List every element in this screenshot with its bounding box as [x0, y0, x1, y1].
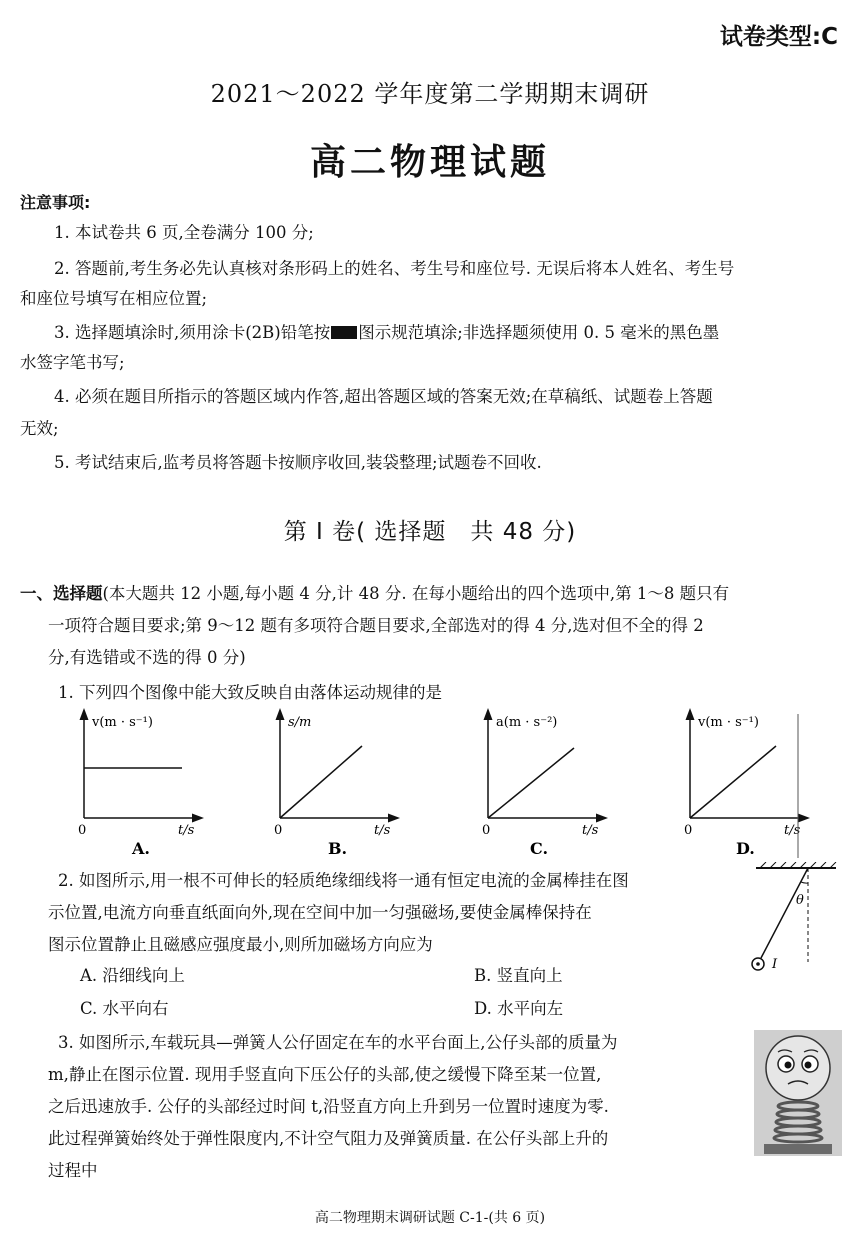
notice-item-1: 1. 本试卷共 6 页,全卷满分 100 分;	[54, 223, 314, 242]
q2-line-1: 2. 如图所示,用一根不可伸长的轻质绝缘细线将一通有恒定电流的金属棒挂在图	[58, 871, 629, 890]
part1-heading: 一、选择题	[20, 584, 103, 603]
q2-line-3: 图示位置静止且磁感应强度最小,则所加磁场方向应为	[48, 935, 433, 954]
graph-a-option: A.	[132, 839, 150, 858]
notice-item-3-cont: 水签字笔书写;	[20, 353, 125, 372]
graph-c-xlabel: t/s	[582, 823, 599, 838]
graph-b-option: B.	[328, 839, 348, 858]
part1-line-1	[20, 583, 729, 605]
graph-d-ylabel: v(m · s⁻¹)	[698, 715, 759, 730]
q3-line-2: m,静止在图示位置. 现用手竖直向下压公仔的头部,使之缓慢下降至某一位置,	[48, 1065, 602, 1084]
graph-c-option: C.	[530, 839, 549, 858]
q3-line-5: 过程中	[48, 1161, 98, 1180]
notice-item-3-post: 图示规范填涂;非选择题须使用 0. 5 毫米的黑色墨	[358, 323, 720, 342]
filled-box-icon	[331, 326, 357, 339]
graph-a-origin: 0	[78, 823, 87, 838]
q3-line-3: 之后迅速放手. 公仔的头部经过时间 t,沿竖直方向上升到另一位置时速度为零.	[48, 1097, 609, 1116]
q2-option-a: A. 沿细线向上	[80, 966, 185, 985]
notice-item-3-pre: 3. 选择题填涂时,须用涂卡(2B)铅笔按	[54, 323, 331, 342]
notice-item-5: 5. 考试结束后,监考员将答题卡按顺序收回,装袋整理;试题卷不回收.	[54, 453, 542, 472]
graph-d-xlabel: t/s	[784, 823, 801, 838]
graph-c	[482, 714, 602, 858]
q1-stem: 1. 下列四个图像中能大致反映自由落体运动规律的是	[58, 683, 442, 702]
current-label: I	[772, 957, 778, 972]
graph-d	[684, 714, 804, 858]
part1-intro: (本大题共 12 小题,每小题 4 分,计 48 分. 在每小题给出的四个选项中,第 1～8 题只有	[102, 584, 730, 603]
section-title: 第 Ⅰ 卷( 选择题 共 48 分)	[283, 519, 577, 545]
q2-figure	[746, 862, 842, 972]
notice-item-2: 2. 答题前,考生务必先认真核对条形码上的姓名、考生号和座位号. 无误后将本人姓名、考生号	[54, 259, 735, 278]
graph-b	[274, 714, 394, 858]
q1-graphs	[60, 708, 810, 860]
main-title: 高二物理试题	[309, 142, 550, 183]
graph-b-origin: 0	[274, 823, 283, 838]
header-title: 2021～2022 学年度第二学期期末调研	[210, 80, 650, 108]
graph-c-origin: 0	[482, 823, 491, 838]
graph-a-ylabel: v(m · s⁻¹)	[92, 715, 153, 730]
q2-option-d: D. 水平向左	[474, 999, 564, 1018]
spring-toy-photo	[754, 1030, 842, 1156]
q2-option-c: C. 水平向右	[80, 999, 169, 1018]
q3-line-4: 此过程弹簧始终处于弹性限度内,不计空气阻力及弹簧质量. 在公仔头部上升的	[48, 1129, 609, 1148]
thread-line	[761, 868, 808, 958]
part1-line-3: 分,有选错或不选的得 0 分)	[48, 648, 246, 667]
part1-line-2: 一项符合题目要求;第 9～12 题有多项符合题目要求,全部选对的得 4 分,选对但不全的得 2	[48, 616, 704, 635]
angle-label: θ	[796, 893, 804, 908]
graph-b-ylabel: s/m	[288, 715, 312, 730]
graph-c-ylabel: a(m · s⁻²)	[496, 715, 558, 730]
graph-c-line	[488, 748, 574, 818]
graph-d-option: D.	[736, 839, 755, 858]
q3-line-1: 3. 如图所示,车载玩具—弹簧人公仔固定在车的水平台面上,公仔头部的质量为	[58, 1033, 618, 1052]
q2-option-b: B. 竖直向上	[474, 966, 563, 985]
notice-heading: 注意事项:	[20, 193, 91, 212]
graph-b-xlabel: t/s	[374, 823, 391, 838]
notice-item-4: 4. 必须在题目所指示的答题区域内作答,超出答题区域的答案无效;在草稿纸、试题卷上答题	[54, 387, 713, 406]
q2-line-2: 示位置,电流方向垂直纸面向外,现在空间中加一匀强磁场,要使金属棒保持在	[48, 903, 592, 922]
paper-type: 试卷类型:C	[719, 24, 838, 50]
notice-item-4-cont: 无效;	[20, 419, 59, 438]
graph-a	[78, 714, 198, 858]
graph-a-xlabel: t/s	[178, 823, 195, 838]
graph-d-line	[690, 746, 776, 818]
notice-item-3	[54, 322, 719, 344]
graph-d-origin: 0	[684, 823, 693, 838]
graph-b-line	[280, 746, 362, 818]
page-footer: 高二物理期末调研试题 C-1-(共 6 页)	[314, 1210, 546, 1226]
notice-item-2-cont: 和座位号填写在相应位置;	[20, 289, 208, 308]
